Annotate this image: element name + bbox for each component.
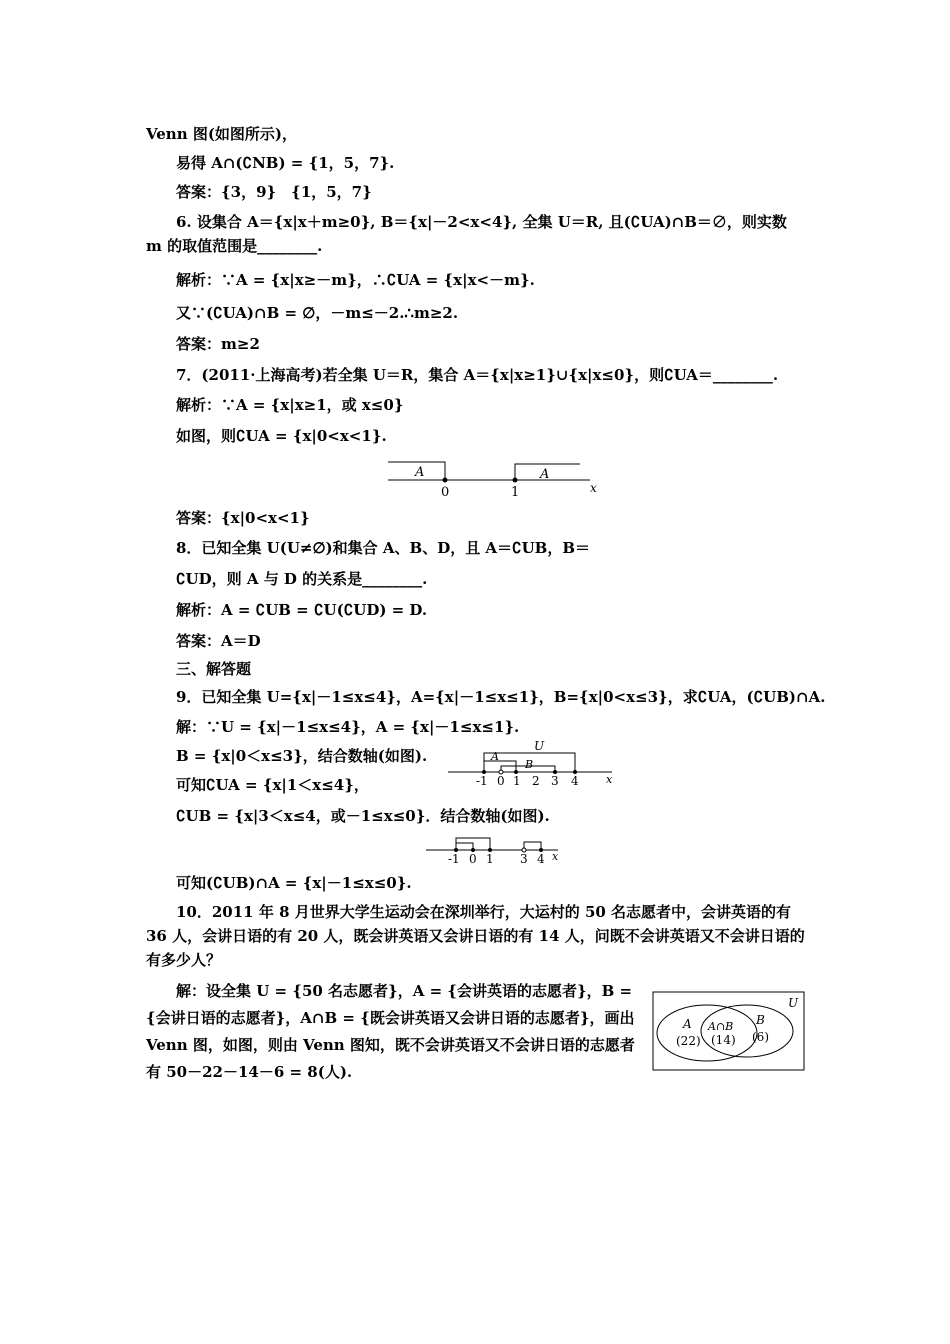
q7-solution-1: 解析：∵A = {x|x≥1，或 x≤0} [176, 396, 404, 414]
q9-solution-4: ∁UB = {x|3＜x≤4，或－1≤x≤0}．结合数轴(如图). [176, 807, 550, 825]
q9-number-line-figure-2 [420, 830, 570, 868]
tick-label-1: 1 [513, 774, 521, 788]
line-result: 易得 A∩(∁NB) = {1，5，7}. [176, 154, 395, 172]
axis-label-x: x [552, 850, 559, 863]
q10-solution: 解：设全集 U = {50 名志愿者}，A = {会讲英语的志愿者}，B = {会讲日语的志愿者}，A∩B = {既会讲英语又会讲日语的志愿者}，画出 Venn 图，如图，则由 Venn 图知，既不会讲英语又不会讲日语的志愿者有 50－22－14－6 = 8(人). [146, 982, 635, 1081]
tick-label-4: 4 [571, 774, 579, 788]
q8-answer: 答案：A＝D [176, 632, 261, 650]
set-a-count: (22) [676, 1034, 701, 1048]
tick-label-0: 0 [497, 774, 505, 788]
set-a-label: A [683, 1017, 692, 1031]
set-cub-right-bracket [524, 842, 541, 850]
axis-label-x: x [606, 773, 613, 786]
point-1 [513, 478, 518, 483]
question-10: 10．2011 年 8 月世界大学生运动会在深圳举行，大运村的 50 名志愿者中，会讲英语的有 36 人，会讲日语的有 20 人，既会讲英语又会讲日语的有 14 人，问既不会讲英语又不会讲日语的有多少人？ [146, 903, 805, 969]
set-u-label: U [534, 739, 545, 753]
q9-solution-3: 可知∁UA = {x|1＜x≤4}， [176, 776, 369, 794]
question-8-part1: 8．已知全集 U(U≠∅)和集合 A、B、D，且 A＝∁UB，B＝ [176, 539, 591, 557]
question-6: 6. 设集合 A＝{x|x＋m≥0}, B＝{x|－2<x<4}, 全集 U＝R, 且(∁UA)∩B＝∅，则实数 m 的取值范围是________. [146, 213, 787, 255]
q6-solution-2: 又∵(∁UA)∩B = ∅，－m≤－2.∴m≥2. [176, 304, 459, 322]
intersection-count: (14) [711, 1033, 736, 1047]
tick-label-0: 0 [469, 852, 477, 866]
tick-label-0: 0 [441, 485, 450, 500]
q9-number-line-figure-1 [440, 737, 620, 791]
axis-label-x: x [590, 481, 597, 495]
universe-label: U [788, 996, 799, 1010]
q7-number-line-figure [380, 455, 610, 503]
q9-solution-1: 解：∵U = {x|－1≤x≤4}，A = {x|－1≤x≤1}. [176, 718, 520, 736]
intersection-label: A∩B [708, 1020, 734, 1033]
set-a-ellipse [657, 1005, 757, 1061]
set-b-count: (6) [752, 1030, 769, 1044]
set-a-label: A [491, 750, 499, 763]
q9-solution-5: 可知(∁UB)∩A = {x|－1≤x≤0}. [176, 874, 412, 892]
tick-label-neg1: -1 [476, 774, 488, 788]
q7-answer: 答案：{x|0<x<1} [176, 509, 310, 527]
answer-5: 答案：{3，9} {1，5，7} [176, 183, 372, 201]
tick-label-3: 3 [551, 774, 559, 788]
set-a-label-left: A [415, 465, 425, 480]
set-b-label: B [756, 1013, 765, 1027]
tick-label-1: 1 [511, 485, 520, 500]
tick-label-1: 1 [486, 852, 494, 866]
line-venn-intro: Venn 图(如图所示)， [146, 125, 298, 143]
question-8-part2: ∁UD，则 A 与 D 的关系是________. [176, 570, 428, 588]
set-cub-left-bracket [456, 843, 473, 850]
venn-diagram [652, 991, 806, 1073]
set-b-label: B [525, 758, 534, 771]
section-heading: 三、解答题 [176, 660, 252, 678]
tick-label-neg1: -1 [448, 852, 460, 866]
point-0 [443, 478, 448, 483]
tick-label-2: 2 [532, 774, 540, 788]
q8-solution: 解析：A = ∁UB = ∁U(∁UD) = D. [176, 601, 428, 619]
question-7: 7．(2011·上海高考)若全集 U＝R，集合 A＝{x|x≥1}∪{x|x≤0}，则∁UA＝________. [176, 366, 779, 384]
q6-answer: 答案：m≥2 [176, 335, 260, 353]
q9-solution-2: B = {x|0＜x≤3}，结合数轴(如图). [176, 747, 428, 765]
tick-label-3: 3 [520, 852, 528, 866]
q6-solution-1: 解析：∵A = {x|x≥－m}，∴∁UA = {x|x<－m}. [176, 271, 535, 289]
question-9: 9．已知全集 U={x|－1≤x≤4}，A={x|－1≤x≤1}，B={x|0<x≤3}，求∁UA，(∁UB)∩A. [176, 688, 826, 706]
set-a-label-right: A [540, 467, 550, 482]
tick-label-4: 4 [537, 852, 545, 866]
q7-solution-2: 如图，则∁UA = {x|0<x<1}. [176, 427, 387, 445]
